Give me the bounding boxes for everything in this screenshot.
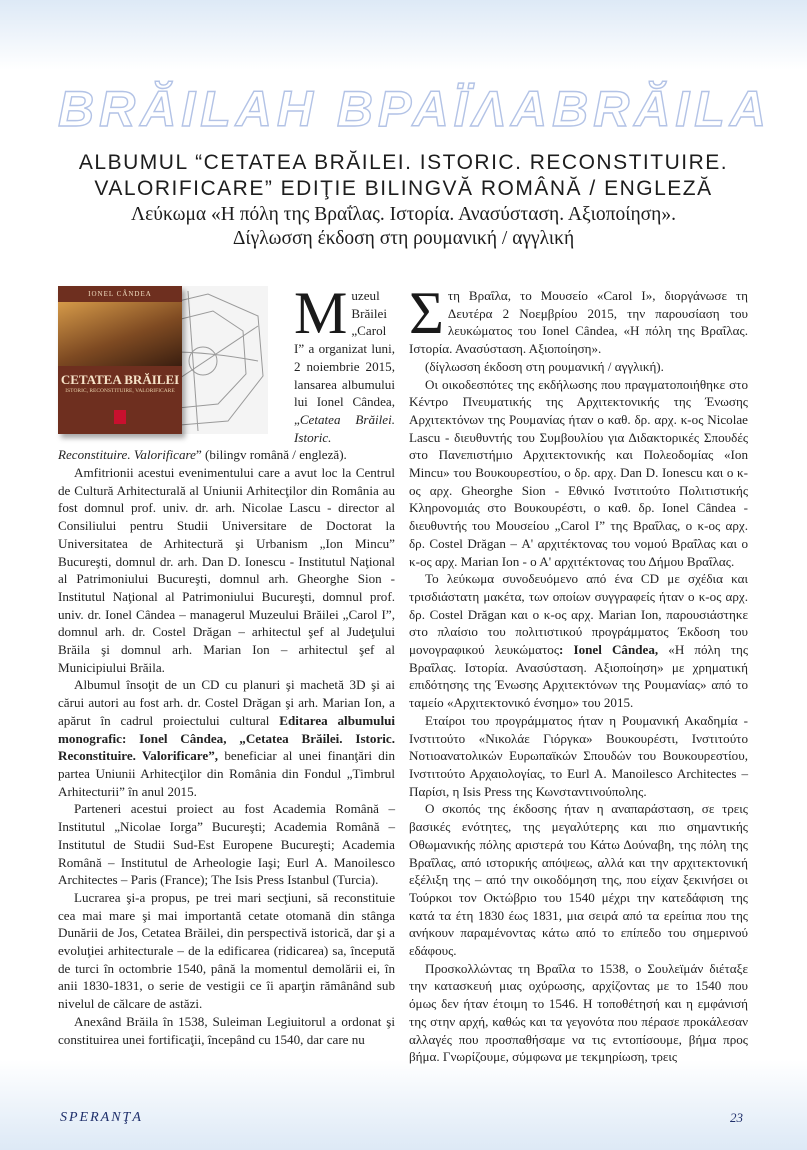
greek-p3-end: «Η πόλη της Βραΐλας. Ιστορία. Ανασύσταση. Αξιοποίηση» με χρηματική επιδότησης της Ένωσης Αρχιτεκτόνων της Ρουμανίας» από το ταμείο «Αρχιτεκτονικό ένσημο» του 2015. <box>409 642 749 711</box>
article-title-romanian-line1: ALBUMUL “CETATEA BRĂILEI. ISTORIC. RECONSTITUIRE. <box>78 151 729 174</box>
intro-end: ” (bilingv română / engleză). <box>195 447 347 463</box>
intro-italic: Cetatea Brăilei. Istoric. Reconstituire. Valorificare <box>58 411 395 463</box>
drop-cap: M <box>294 280 348 346</box>
drop-cap-greek: Σ <box>409 280 444 346</box>
greek-paragraph-5: Ο σκοπός της έκδοσης ήταν η αναπαράσταση, σε τρεις βασικές ενότητες, της μεγαλύτερης και πιο σημαντικής Οθωμανικής πόλης αριστερά του Κάτω Δούναβη, της πόλη της Βραΐλας, από ιστορικής απόψεως, αλλά και την αρχιτεκτονική εξέλιξη της – από την οικοδόμηση της, που είχαν ξεκινήσει οι Τούρκοι τον Οκτώβριο του 1540 μέχρι την κατεδάφιση της κατά τα έτη 1830 έως 1831, μια σειρά από τα ερείπια που της ανήκουν παραμένοντας κάτω από το επίπεδο του σημερινού εδάφους. <box>409 801 748 959</box>
romanian-paragraph-6: Anexând Brăila în 1538, Suleiman Legiuitorul a ordonat şi constituirea unei fortificaţii, începând cu 1540, dar care nu <box>58 1013 395 1047</box>
romanian-paragraph-4: Parteneri acestui proiect au fost Academia Română – Institutul „Nicolae Iorga” Bucureşti; Academia Română – Institutul de Studii Sud-Est Europene Bucureşti; Academia Română – Institutul de Arheologie Iaşi; Eurl A. Manoilesco Architectes – Paris (France); The Isis Press Istanbul (Turcia). <box>58 801 395 888</box>
p3-bold: Editarea albumului monografic: Ionel Cândea, „Cetatea Brăilei. Istoric. Reconstituire. Valorificare”, <box>58 712 396 764</box>
cover-spacer <box>58 287 294 437</box>
romanian-column <box>58 280 396 1048</box>
romanian-paragraph-2: Amfitrionii acestui evenimentului care a avut loc la Centrul de Cultură Arhitecturală al Uniunii Arhitecţilor din România au fost domnul prof. univ. dr. arh. Nicolae Lascu - director al Consiliului pentru Studii Universitare de Doctorat la Universitatea de Arhitectură şi Urbanism „Ion Mincu” Bucureşti, domnul dr. arh. Dan D. Ionescu - Institutul Naţional al Patrimoniului Bucureşti, domnul arh. Gheorghe Sion - Institutul Naţional al Patrimoniului Bucureşti, domnul prof. univ. dr. Ionel Cândea – managerul Muzeului Brăilei „Carol I”, domnul arh. dr. Costel Drăgan – arhitectul şef al Judeţului Brăila şi domnul arh. Marian Ion – arhitectul şef al Municipiului Brăila. <box>58 465 395 675</box>
greek-paragraph-1b: (δίγλωσση έκδοση στη ρουμανική / αγγλική). <box>425 358 664 374</box>
greek-paragraph-6: Προσκολλώντας τη Βραΐλα το 1538, ο Σουλεϊμάν διέταξε την κατασκευή μιας οχύρωσης, αρχίζοντας με το 1540 που όμως δεν ήταν έτοιμη το 1546. Η τοποθέτησή και η εμφάνισή της στην αρχή, καθώς και τα γεγονότα που πέρασε προκάλεσαν αλλαγές που προσπαθήσαμε να τις εντοπίσουμε, βήμα προς βήμα. Γνωρίζουμε, σύμφωνα με τεκμηρίωση, τρεις <box>409 960 748 1065</box>
p3-start: Albumul însoţit de un CD cu planuri şi machetă 3D şi ai cărui autori au fost arh. dr. Costel Drăgan şi arh. Marian Ion, a apărut în cadrul proiectului cultural <box>58 677 395 728</box>
article-title-greek-line2: Δίγλωσση έκδοση στη ρουμανική / αγγλική <box>232 228 575 249</box>
page-number: 23 <box>730 1110 743 1125</box>
romanian-paragraph-5: Lucrarea şi-a propus, pe trei mari secţiuni, să reconstituie cea mai mare şi mai importantă cetate otomană din stânga Dunării de Jos, Cetatea Brăilei, din perspectivă istorică, dar şi a evoluţiei arhitecturale – de la edificarea (ridicarea) sa, începută de turci în octombrie 1540, până la momentul demolării ei, în anii 1830-1831, o serie de vestigii ce îi aparţin rămânând sub nivelul de călcare de astăzi. <box>58 889 395 1012</box>
banner-romanian: BRĂILA <box>58 81 277 137</box>
intro-text: uzeul Brăilei „Carol I” a organizat luni, 2 noiembrie 2015, lansarea albumului lui Ionel Cândea, „ <box>294 288 395 427</box>
magazine-name: SPERANŢA <box>60 1110 143 1125</box>
banner-romanian-repeat: BRĂILA <box>552 81 771 137</box>
article-title-romanian-line2: VALORIFICARE” EDIŢIE BILINGVĂ ROMÂNĂ / ENGLEZĂ <box>94 177 713 200</box>
book-author: IONEL CÂNDEA <box>88 290 152 298</box>
greek-column <box>409 280 749 1066</box>
greek-paragraph-1 <box>409 280 748 358</box>
romanian-paragraph-3 <box>58 676 395 800</box>
greek-paragraph-4: Εταίροι του προγράμματος ήταν η Ρουμανική Ακαδημία - Ινστιτούτο «Νικολάε Γιόργκα» Βουκουρέστι, Ινστιτούτο Νοτιοανατολικών Ευρωπαϊκών Σπουδών του Βουκουρεστίου, Ινστιτούτο Αρχαιολογίας, το Eurl A. Manoilesco Architectes – Παρίσι, η Isis Press της Κωνσταντινούπολης. <box>409 712 748 799</box>
book-title: CETATEA BRĂILEI <box>60 372 180 387</box>
banner-heading <box>58 80 771 137</box>
greek-paragraph-3 <box>409 570 748 712</box>
greek-p3-start: Το λεύκωμα συνοδευόμενο από ένα CD με σχέδια και τρισδιάστατη μακέτα, των οποίων συγγραφείς ήταν ο κ-ος αρχ. δρ. Costel Drăgan και ο κ-ος αρχ. Marian Ion, παρουσιάστηκε στο πλαίσιο του πολιτιστικού προγράμματος Έκδοση του μονογραφικού λευκώματος <box>409 571 748 658</box>
banner-greek: Η ΒΡΑΪΛΑ <box>276 81 553 137</box>
greek-paragraph-2: Οι οικοδεσπότες της εκδήλωσης που πραγματοποιήθηκε στο Κέντρο Πνευματικής της Αρχιτεκτονικής της Ένωσης Αρχιτεκτόνων της Ρουμανίας ήταν ο καθ. δρ. αρχ. κ-ος Nicolae Lascu - διευθυντής του Συμβουλίου για Διδακτορικές Σπουδές στο Πανεπιστήμιο Αρχιτεκτονικής και Πολεοδομίας «Ion Mincu» του Βουκουρεστίου, ο δρ. αρχ. Dan D. Ionescu και ο κ-ος αρχ. Gheorghe Sion - Εθνικό Ινστιτούτο Πολιτιστικής Κληρονομιάς στο Βουκουρέστι, ο καθ. δρ. Ionel Cândea - διευθυντής του Μουσείου „Carol I” της Βραΐλας, ο κ-ος αρχ. δρ. Costel Drăgan – Α' αρχιτέκτονας του νομού Βραΐλας και ο κ-ος αρχ. Marian Ion - ο Α' αρχιτέκτονας του Δήμου Βραΐλας. <box>409 376 748 569</box>
p3-end: beneficiar al unei finanţări din partea Uniunii Arhitecţilor din România din Fondul „Timbrul Arhitecturii” în anul 2015. <box>58 748 396 799</box>
article-title-greek-line1: Λεύκωμα «Η πόλη της Βραΐλας. Ιστορία. Ανασύσταση. Αξιοποίηση». <box>130 204 677 225</box>
greek-intro: τη Βραΐλα, το Μουσείο «Carol I», διοργάνωσε τη Δευτέρα 2 Νοεμβρίου 2015, την παρουσίαση του λευκώματος του Ionel Cândea, «Η πόλη της Βραΐλας. Ιστορία. Ανασύσταση. Αξιοποίηση». <box>409 288 748 357</box>
book-subtitle: ISTORIC, RECONSTITUIRE, VALORIFICARE <box>65 388 175 394</box>
greek-p3-bold: : Ionel Cândea, <box>559 642 659 658</box>
